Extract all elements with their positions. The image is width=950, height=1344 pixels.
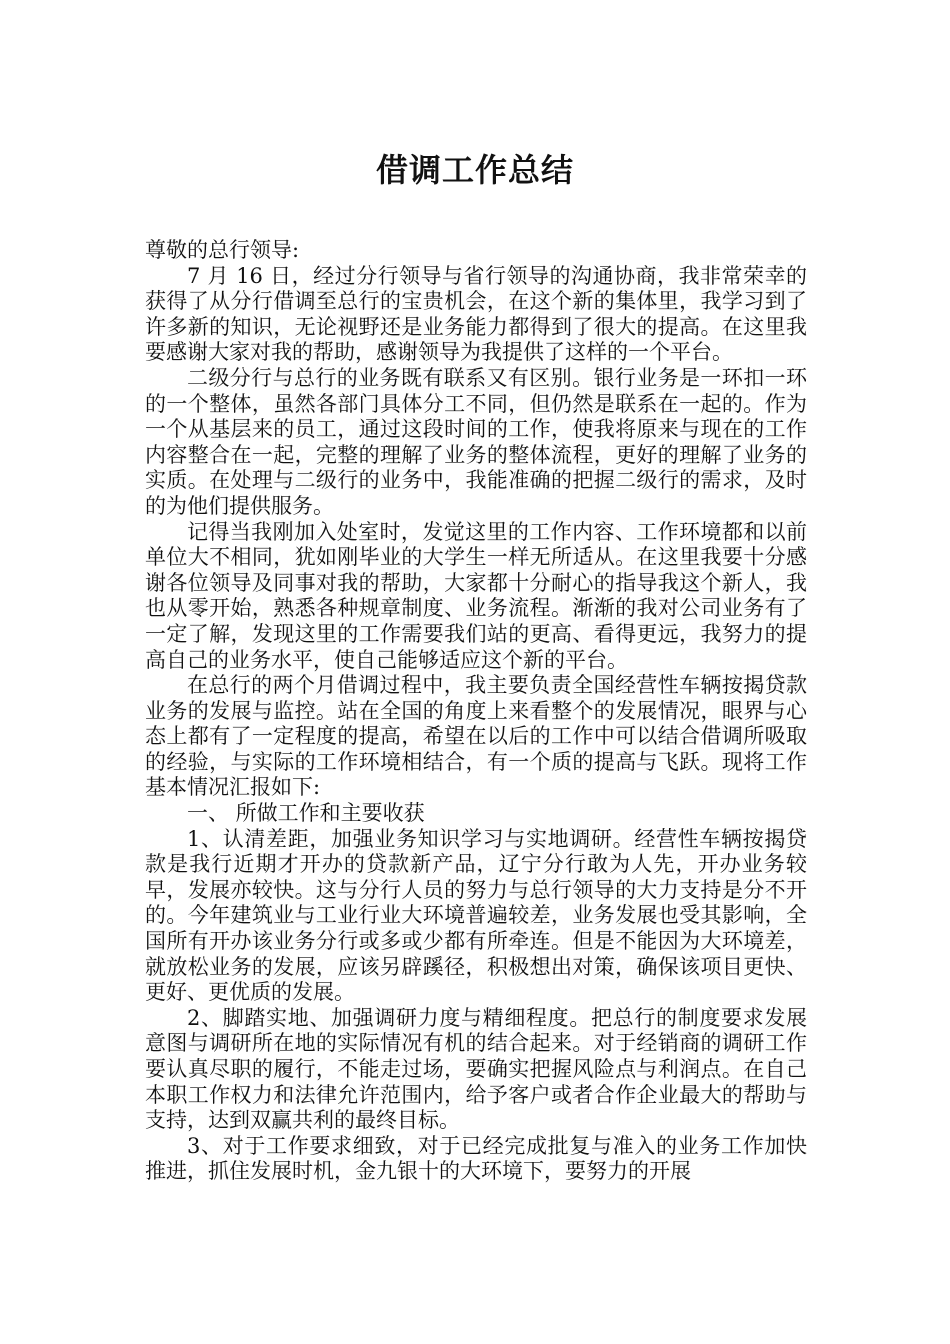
- paragraph-3: 记得当我刚加入处室时，发觉这里的工作内容、工作环境都和以前单位大不相同，犹如刚毕业的大学生一样无所适从。在这里我要十分感谢各位领导及同事对我的帮助，大家都十分耐心的指导我这个新人，我也从零开始，熟悉各种规章制度、业务流程。渐渐的我对公司业务有了一定了解，发现这里的工作需要我们站的更高、看得更远，我努力的提高自己的业务水平，使自己能够适应这个新的平台。: [145, 519, 807, 672]
- document-body: [145, 238, 807, 1185]
- paragraph-4: 在总行的两个月借调过程中，我主要负责全国经营性车辆按揭贷款业务的发展与监控。站在全国的角度上来看整个的发展情况，眼界与心态上都有了一定程度的提高，希望在以后的工作中可以结合借调所吸取的经验，与实际的工作环境相结合，有一个质的提高与飞跃。现将工作基本情况汇报如下:: [145, 673, 807, 800]
- section-heading: 一、 所做工作和主要收获: [187, 801, 425, 826]
- paragraph-1: 7 月 16 日，经过分行领导与省行领导的沟通协商，我非常荣幸的获得了从分行借调至总行的宝贵机会，在这个新的集体里，我学习到了许多新的知识，无论视野还是业务能力都得到了很大的提高。在这里我要感谢大家对我的帮助，感谢领导为我提供了这样的一个平台。: [145, 263, 807, 365]
- item-2: 2、脚踏实地、加强调研力度与精细程度。把总行的制度要求发展意图与调研所在地的实际情况有机的结合起来。对于经销商的调研工作要认真尽职的履行，不能走过场，要确实把握风险点与利润点。在自己本职工作权力和法律允许范围内，给予客户或者合作企业最大的帮助与支持，达到双赢共利的最终目标。: [145, 1005, 807, 1133]
- item-3: 3、对于工作要求细致，对于已经完成批复与准入的业务工作加快推进，抓住发展时机，金九银十的大环境下，要努力的开展: [145, 1133, 807, 1184]
- salutation: 尊敬的总行领导:: [145, 238, 300, 262]
- paragraph-2: 二级分行与总行的业务既有联系又有区别。银行业务是一环扣一环的一个整体，虽然各部门具体分工不同，但仍然是联系在一起的。作为一个从基层来的员工，通过这段时间的工作，使我将原来与现在的工作内容整合在一起，完整的理解了业务的整体流程，更好的理解了业务的实质。在处理与二级行的业务中，我能准确的把握二级行的需求，及时的为他们提供服务。: [145, 365, 807, 518]
- item-1: 1、认清差距，加强业务知识学习与实地调研。经营性车辆按揭贷款是我行近期才开办的贷款新产品，辽宁分行敢为人先，开办业务较早，发展亦较快。这与分行人员的努力与总行领导的大力支持是分不开的。今年建筑业与工业行业大环境普遍较差，业务发展也受其影响，全国所有开办该业务分行或多或少都有所牵连。但是不能因为大环境差，就放松业务的发展，应该另辟蹊径，积极想出对策，确保该项目更快、更好、更优质的发展。: [145, 826, 807, 1005]
- document-title: 借调工作总结: [375, 151, 574, 189]
